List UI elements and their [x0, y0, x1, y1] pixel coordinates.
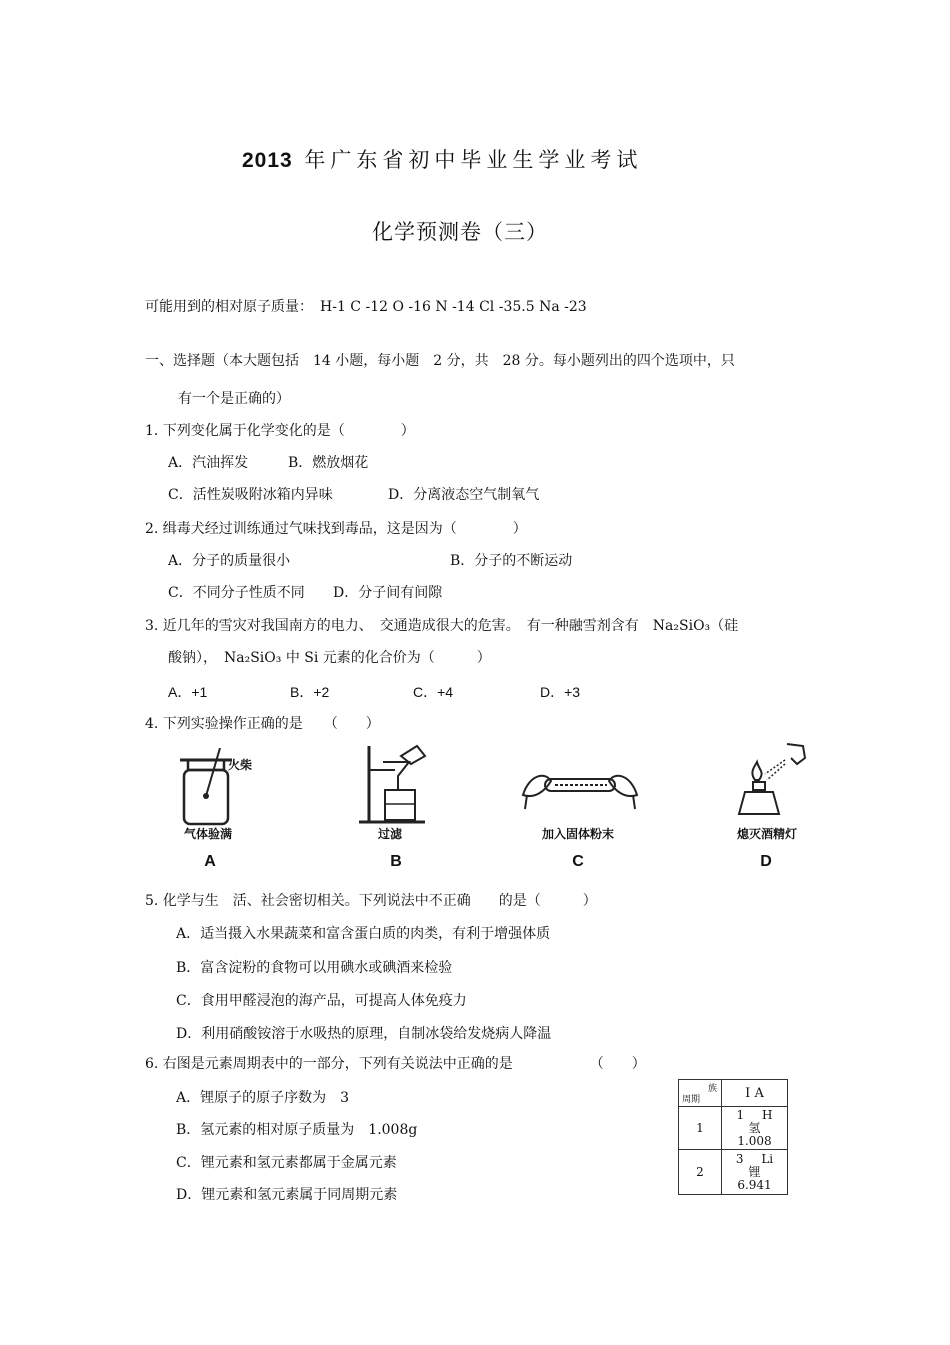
periodic-table-excerpt: [678, 1079, 788, 1195]
figure-c-letter: C: [572, 853, 584, 870]
q6-option-a: A．锂原子的原子序数为 3: [176, 1090, 350, 1106]
li-number: 3: [735, 1151, 744, 1166]
h-name: 氢: [748, 1120, 761, 1135]
figure-d-extinguish-lamp: [725, 740, 815, 820]
atomic-masses: 可能用到的相对原子质量： H-1 C -12 O -16 N -14 Cl -35.5 Na -23: [145, 299, 587, 315]
q2-stem: 2. 缉毒犬经过训练通过气味找到毒品，这是因为（ ）: [145, 521, 527, 537]
q3-stem-line2: 酸钠）， Na₂SiO₃ 中 Si 元素的化合价为（ ）: [168, 650, 491, 666]
exam-subtitle: 化学预测卷（三）: [372, 220, 548, 244]
q6-option-b: B．氢元素的相对原子质量为 1.008g: [176, 1122, 418, 1138]
q6-stem: 6. 右图是元素周期表中的一部分，下列有关说法中正确的是 （ ）: [145, 1056, 646, 1072]
section-heading: 一、选择题（本大题包括 14 小题，每小题 2 分，共 28 分。每小题列出的四个选项中，只: [145, 353, 735, 369]
h-number: 1: [736, 1107, 745, 1122]
figure-d-caption: 熄灭酒精灯: [736, 827, 797, 841]
figure-b-caption: 过滤: [377, 827, 402, 841]
q1-option-b: B．燃放烟花: [288, 455, 369, 471]
figure-a-gas-check: [170, 748, 270, 828]
q3-option-a: A．+1: [168, 684, 208, 700]
li-symbol: Li: [761, 1151, 774, 1166]
q5-option-a: A．适当摄入水果蔬菜和富含蛋白质的肉类，有利于增强体质: [176, 926, 551, 942]
q2-option-d: D．分子间有间隙: [333, 585, 443, 601]
q5-option-d: D．利用硝酸铵溶于水吸热的原理，自制冰袋给发烧病人降温: [176, 1026, 552, 1042]
q3-option-c: C．+4: [413, 684, 454, 700]
group-header: I A: [722, 1080, 788, 1107]
h-mass: 1.008: [737, 1133, 772, 1148]
q5-option-c: C．食用甲醛浸泡的海产品，可提高人体免疫力: [176, 993, 467, 1009]
element-lithium: [722, 1150, 788, 1195]
table-corner: [679, 1080, 722, 1107]
figure-a-caption: 气体验满: [183, 827, 232, 841]
q3-option-d: D．+3: [540, 684, 581, 700]
figure-b-letter: B: [390, 853, 402, 870]
exam-title-main: 年广东省初中毕业生学业考试: [304, 148, 643, 172]
q6-option-d: D．锂元素和氢元素属于同周期元素: [176, 1187, 398, 1203]
q2-option-c: C．不同分子性质不同: [168, 585, 305, 601]
q5-option-b: B．富含淀粉的食物可以用碘水或碘酒来检验: [176, 960, 453, 976]
corner-period-label: 周期: [682, 1095, 701, 1105]
period-1: 1: [679, 1107, 722, 1150]
exam-year: 2013: [242, 149, 293, 172]
q3-option-b: B．+2: [290, 684, 330, 700]
li-mass: 6.941: [737, 1177, 772, 1192]
figure-c-add-powder: [515, 765, 645, 815]
h-symbol: H: [762, 1107, 773, 1122]
corner-group-label: 族: [707, 1084, 717, 1094]
figure-d-letter: D: [760, 853, 772, 870]
section-heading-cont: 有一个是正确的）: [178, 391, 290, 407]
period-2: 2: [679, 1150, 722, 1195]
q1-option-a: A．汽油挥发: [168, 455, 249, 471]
exam-title: [242, 144, 642, 174]
q1-option-c: C．活性炭吸附冰箱内异味: [168, 487, 333, 503]
q5-stem: 5. 化学与生 活、社会密切相关。下列说法中不正确 的是（ ）: [145, 893, 597, 909]
q3-stem-line1: 3. 近几年的雪灾对我国南方的电力、 交通造成很大的危害。 有一种融雪剂含有 Na₂SiO₃（硅: [145, 618, 739, 634]
q2-option-a: A．分子的质量很小: [168, 553, 291, 569]
li-name: 锂: [748, 1164, 761, 1179]
q2-option-b: B．分子的不断运动: [450, 553, 573, 569]
q6-option-c: C．锂元素和氢元素都属于金属元素: [176, 1155, 397, 1171]
q4-stem: 4. 下列实验操作正确的是 （ ）: [145, 716, 380, 732]
figure-b-filtration: [355, 742, 445, 828]
figure-c-caption: 加入固体粉末: [541, 827, 614, 841]
q1-stem: 1. 下列变化属于化学变化的是（ ）: [145, 423, 415, 439]
figure-a-letter: A: [204, 853, 216, 870]
element-hydrogen: [722, 1107, 788, 1150]
figure-a-note: 火柴: [228, 758, 253, 772]
q1-option-d: D．分离液态空气制氧气: [388, 487, 540, 503]
